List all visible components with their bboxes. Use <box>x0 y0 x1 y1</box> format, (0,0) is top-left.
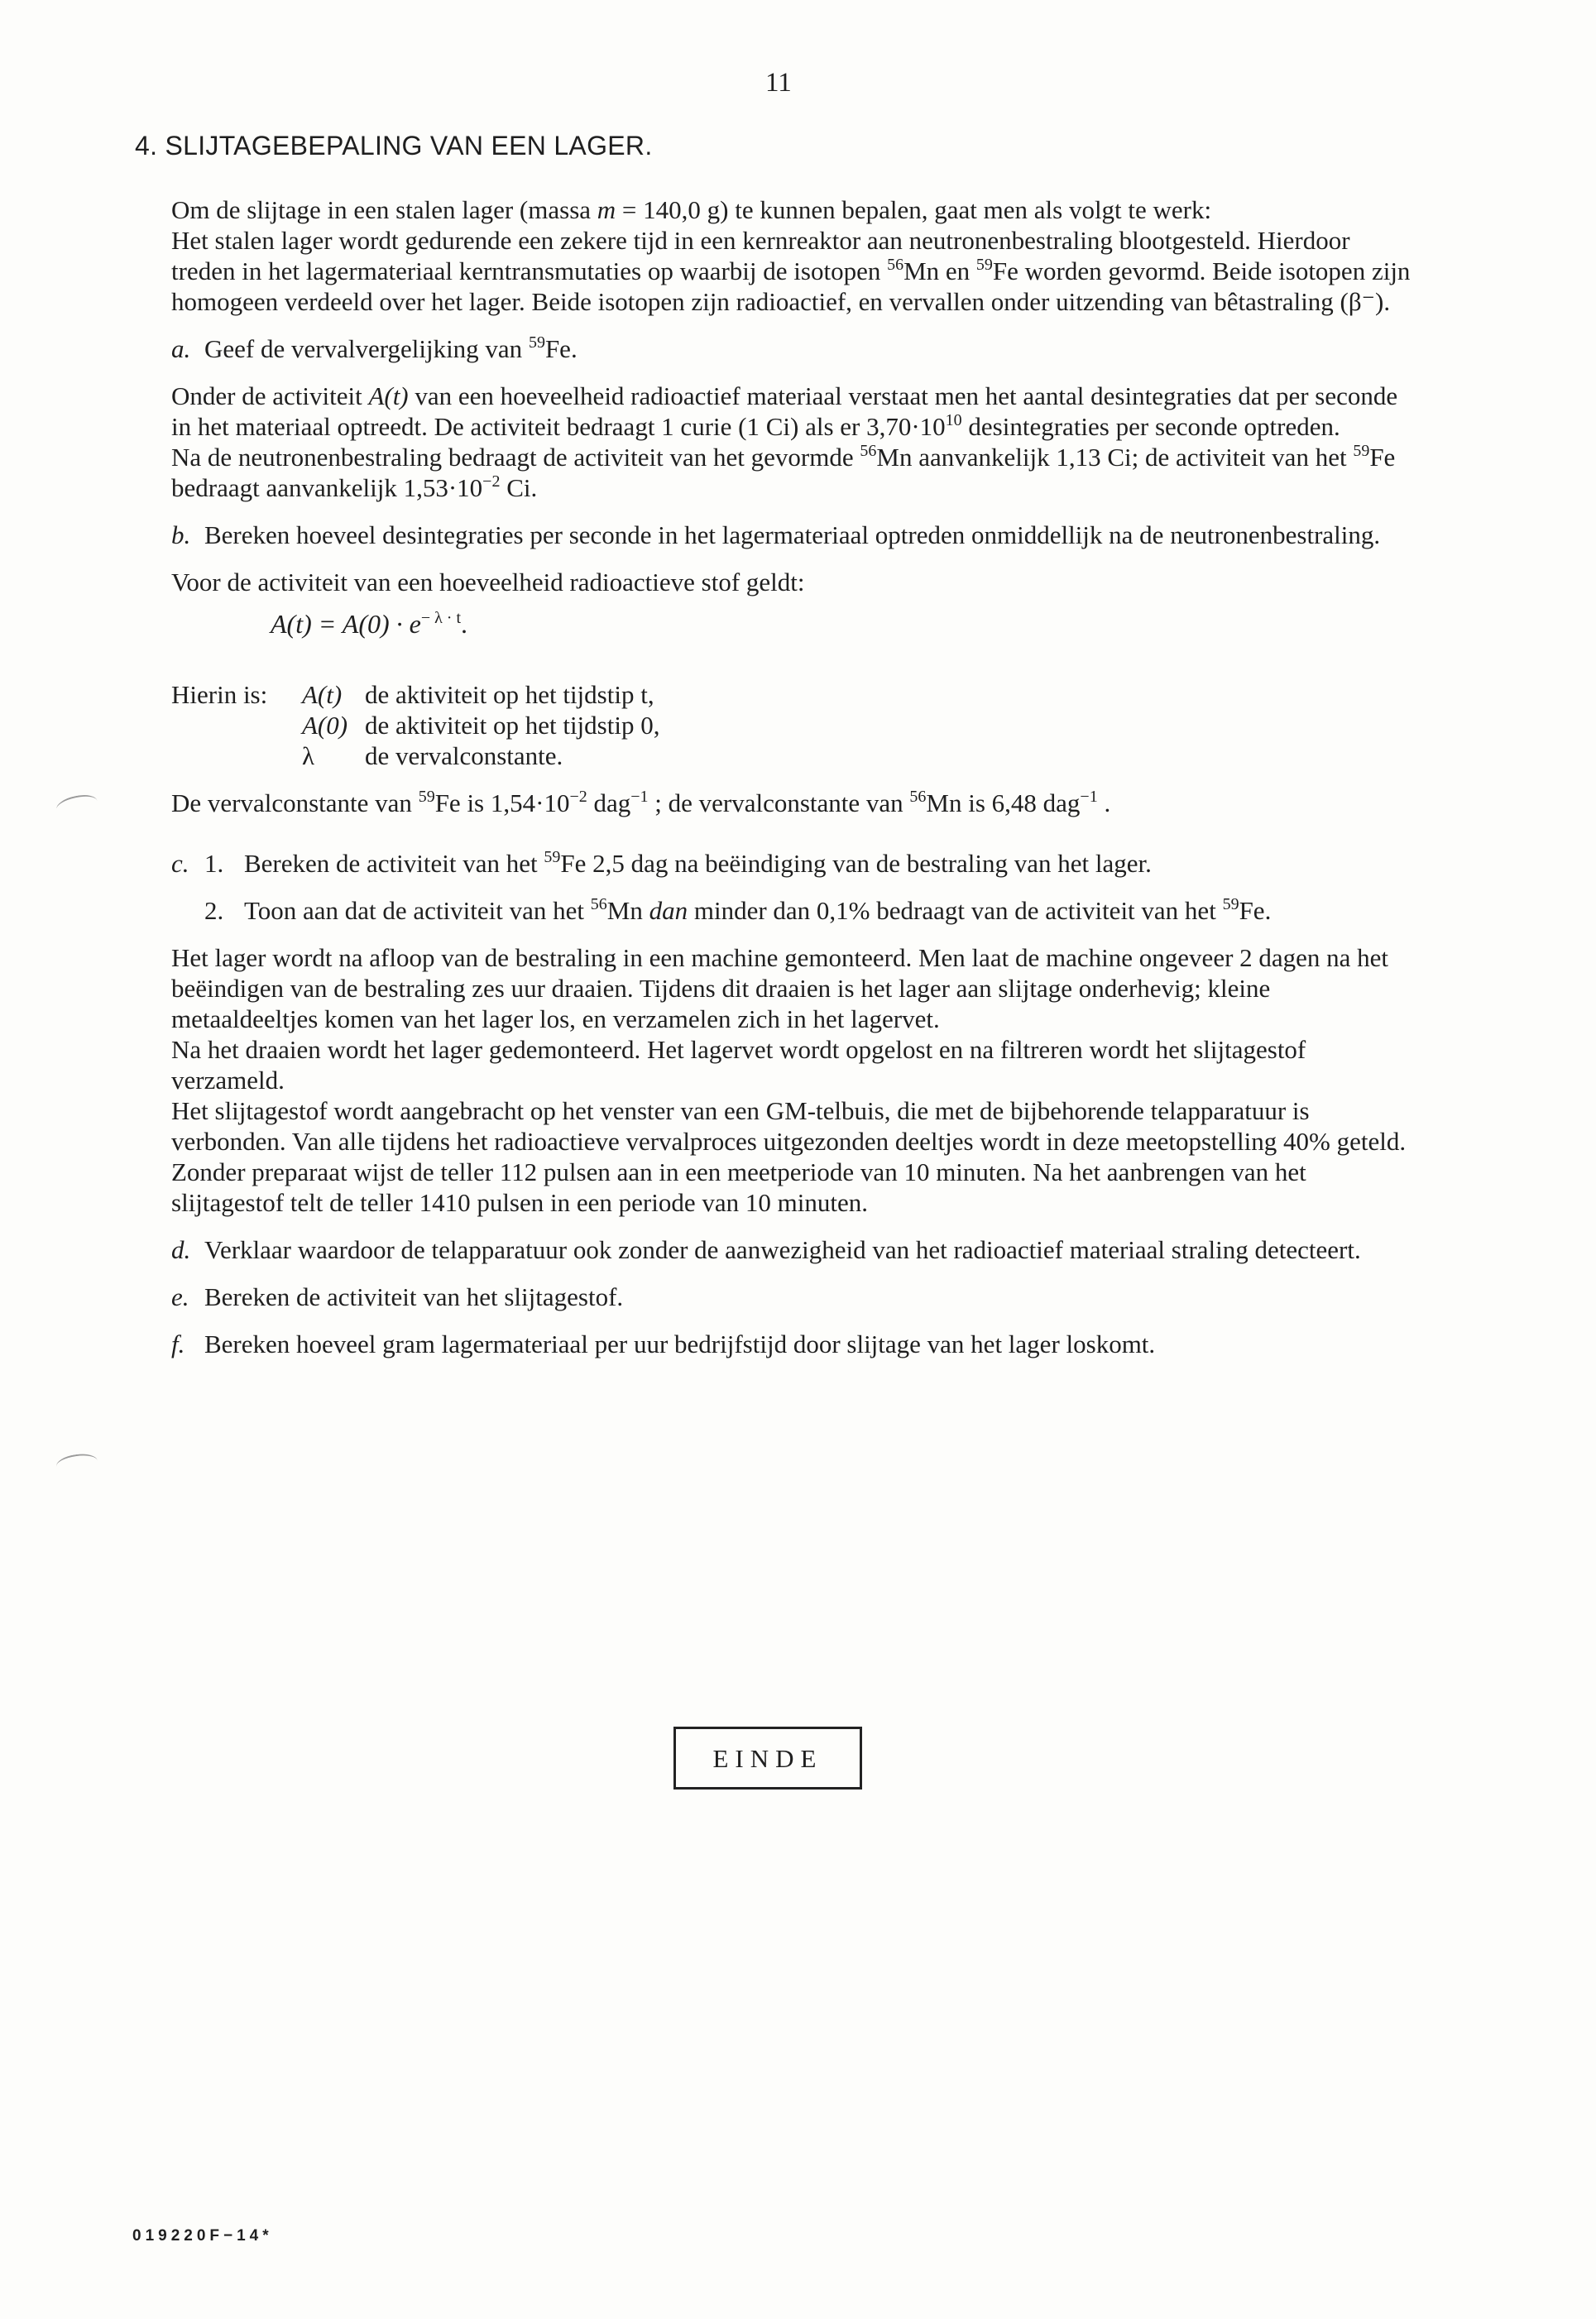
text: Mn aanvankelijk 1,13 Ci; de activiteit van het <box>876 443 1354 472</box>
definition-text: de aktiviteit op het tijdstip t, <box>365 680 654 709</box>
exponent: −2 <box>569 788 587 806</box>
exponent: −1 <box>1080 788 1098 806</box>
isotope-mass: 56 <box>590 895 607 913</box>
question-text <box>244 848 1412 879</box>
question-label: e. <box>171 1282 189 1311</box>
question-text <box>244 895 1412 926</box>
text: Het slijtagestof wordt aangebracht op het venster van een GM-telbuis, die met de bijbehorende telapparatuur is verbonden. Van alle tijdens het radioactieve vervalproces uitgezonden deeltjes wordt in deze meetopstelling 40% geteld. <box>171 1096 1407 1156</box>
punch-hole-mark <box>55 1452 99 1476</box>
question-a <box>171 333 1412 364</box>
definition-text: de aktiviteit op het tijdstip 0, <box>365 711 660 740</box>
definition-row <box>302 740 659 771</box>
text: Geef de vervalvergelijking van <box>204 334 529 363</box>
isotope-mass: 59 <box>975 256 993 274</box>
emphasis: dan <box>649 896 688 925</box>
text: Het lager wordt na afloop van de bestraling in een machine gemonteerd. Men laat de machine ongeveer 2 dagen na het beëindigen van de bestraling zes uur draaien. Tijdens dit draaien is het lager aan slijtage onderhevig; kleine metaaldeeltjes komen van het lager los, en verzamelen zich in het lagervet. <box>171 943 1389 1033</box>
document-body <box>171 194 1412 1376</box>
punch-hole-mark <box>55 792 98 818</box>
formula-exponent: − λ · t <box>420 609 462 627</box>
isotope-mass: 59 <box>544 848 561 866</box>
exponent: −2 <box>482 472 501 491</box>
text: Mn <box>606 896 649 925</box>
text: . <box>1097 788 1111 817</box>
end-box: EINDE <box>673 1727 862 1790</box>
text: Fe 2,5 dag na beëindiging van de bestraling van het lager. <box>560 849 1152 878</box>
subquestion-number: 2. <box>204 896 224 925</box>
activity-paragraph <box>171 381 1412 503</box>
question-d <box>171 1234 1412 1265</box>
decay-constants <box>171 788 1412 818</box>
footer-code: 019220F−14* <box>132 2227 273 2245</box>
intro-text: = 140,0 g) te kunnen bepalen, gaat men als volgt te werk: <box>616 195 1212 224</box>
formula-end: . <box>461 609 468 639</box>
intro-text: Fe worden gevormd. Beide isotopen zijn homogeen verdeeld over het lager. Beide isotopen zijn radioactief, en vervallen onder uitzending van bêtastraling (β⁻). <box>171 256 1411 316</box>
definition-list <box>302 679 659 771</box>
question-text: Bereken de activiteit van het slijtagestof. <box>204 1282 624 1311</box>
decay-formula <box>271 609 1412 640</box>
question-label: f. <box>171 1330 185 1358</box>
intro-text: Om de slijtage in een stalen lager (massa <box>171 195 597 224</box>
definition-row <box>302 710 659 740</box>
text: desintegraties per seconde optreden. <box>961 412 1340 441</box>
definition-row <box>302 679 659 710</box>
question-b <box>171 520 1412 550</box>
machine-paragraph <box>171 942 1412 1218</box>
isotope-mass: 59 <box>1222 895 1239 913</box>
isotope-mass: 59 <box>1353 442 1370 460</box>
definition-symbol: λ <box>302 741 315 770</box>
question-label: d. <box>171 1235 191 1264</box>
law-intro: Voor de activiteit van een hoeveelheid radioactieve stof geldt: <box>171 568 805 597</box>
definition-symbol: A(0) <box>302 711 348 740</box>
definitions <box>171 679 1412 771</box>
question-label: b. <box>171 520 191 549</box>
question-text: Bereken hoeveel gram lagermateriaal per uur bedrijfstijd door slijtage van het lager loskomt. <box>204 1330 1156 1358</box>
question-c1 <box>171 848 1412 879</box>
question-text <box>204 333 1412 364</box>
text: De vervalconstante van <box>171 788 419 817</box>
isotope-mass: 56 <box>909 788 927 806</box>
text: Fe. <box>1239 896 1272 925</box>
isotope-mass: 59 <box>418 788 435 806</box>
intro-text: Het stalen lager wordt gedurende een zekere tijd in een kernreaktor aan neutronenbestraling blootgesteld. Hierdoor treden in het lagermateriaal kerntransmutaties op waarbij de isotopen <box>171 226 1350 285</box>
text: Zonder preparaat wijst de teller 112 pulsen aan in een meetperiode van 10 minuten. Na het aanbrengen van het slijtagestof telt de teller 1410 pulsen in een periode van 10 minuten. <box>171 1157 1306 1217</box>
text: dag <box>587 788 631 817</box>
text: Bereken de activiteit van het <box>244 849 544 878</box>
intro-text: Mn en <box>903 256 976 285</box>
isotope-mass: 59 <box>528 333 545 352</box>
text: Ci. <box>500 473 538 502</box>
text: Na de neutronenbestraling bedraagt de activiteit van het gevormde <box>171 443 860 472</box>
question-f <box>171 1329 1412 1359</box>
section-heading: 4. SLIJTAGEBEPALING VAN EEN LAGER. <box>135 131 653 161</box>
question-e <box>171 1282 1412 1312</box>
text: van een hoeveelheid radioactief materiaal verstaat men het aantal desintegraties dat per seconde in het materiaal optreedt. De activiteit bedraagt 1 curie (1 Ci) als er 3,70·10 <box>171 381 1398 441</box>
text: Fe is 1,54·10 <box>434 788 570 817</box>
definitions-label: Hierin is: <box>171 680 268 709</box>
text: ; de vervalconstante van <box>648 788 910 817</box>
isotope-mass: 56 <box>860 442 877 460</box>
question-c2 <box>171 895 1412 926</box>
text: minder dan 0,1% bedraagt van de activiteit van het <box>688 896 1223 925</box>
text: Mn is 6,48 dag <box>926 788 1081 817</box>
text: Toon aan dat de activiteit van het <box>244 896 591 925</box>
definition-text: de vervalconstante. <box>365 741 563 770</box>
question-label: a. <box>171 334 191 363</box>
question-label: c. <box>171 849 189 878</box>
text: Onder de activiteit <box>171 381 369 410</box>
question-text: Verklaar waardoor de telapparatuur ook zonder de aanwezigheid van het radioactief materiaal straling detecteert. <box>204 1235 1361 1264</box>
definition-symbol: A(t) <box>302 680 343 709</box>
exponent: 10 <box>945 411 962 429</box>
text: Fe. <box>544 334 578 363</box>
text: Na het draaien wordt het lager gedemonteerd. Het lagervet wordt opgelost en na filtreren wordt het slijtagestof verzameld. <box>171 1035 1306 1095</box>
isotope-mass: 56 <box>887 256 904 274</box>
page-number: 11 <box>765 68 792 98</box>
formula-lhs: A(t) = A(0) · e <box>271 609 421 639</box>
question-text: Bereken hoeveel desintegraties per seconde in het lagermateriaal optreden onmiddellijk na de neutronenbestraling. <box>204 520 1381 549</box>
exponent: −1 <box>630 788 649 806</box>
intro-paragraph <box>171 194 1412 317</box>
mass-symbol: m <box>597 195 616 224</box>
text: Fe bedraagt aanvankelijk 1,53·10 <box>171 443 1396 502</box>
activity-symbol: A(t) <box>368 381 409 410</box>
subquestion-number: 1. <box>204 849 224 878</box>
